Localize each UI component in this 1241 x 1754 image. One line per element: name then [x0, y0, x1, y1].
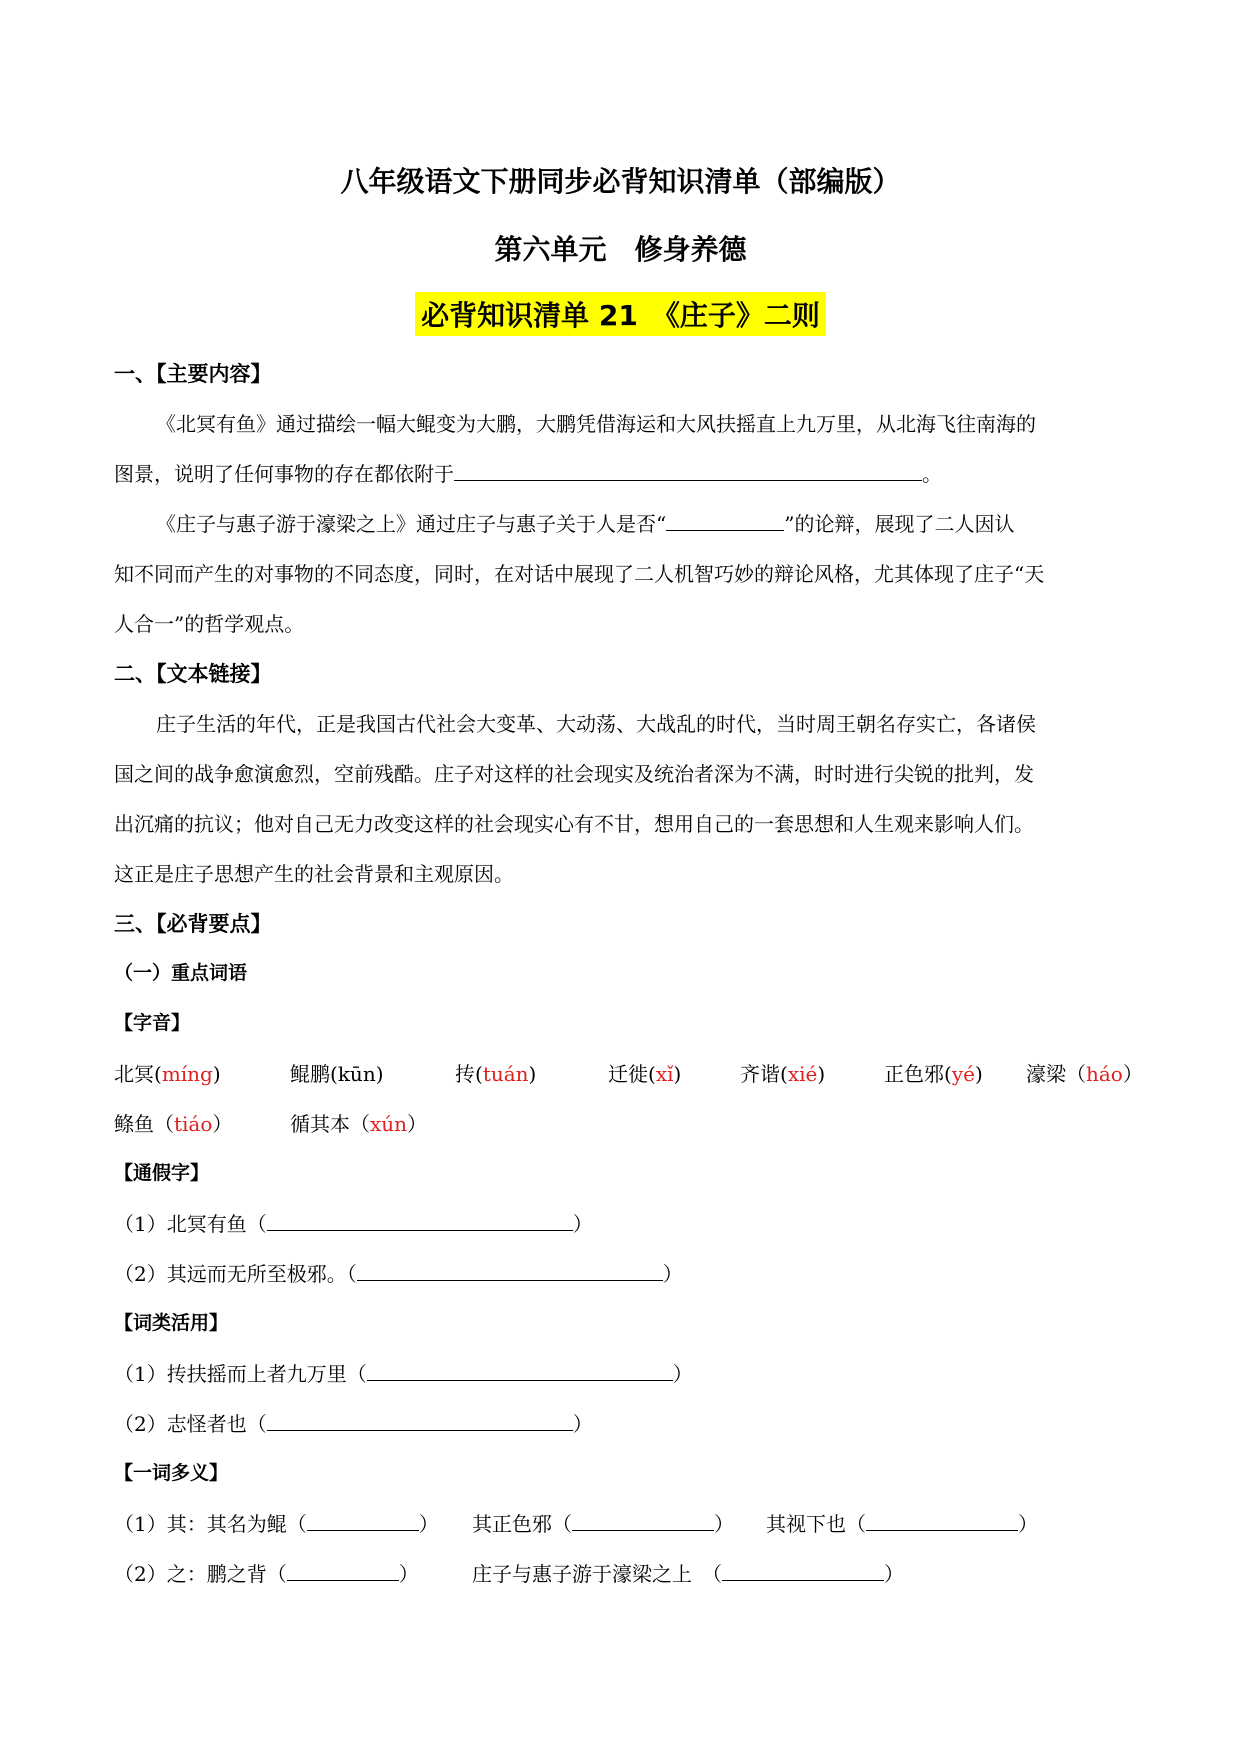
pron-close: ): [817, 1062, 826, 1086]
lesson-title-wrap: [0, 292, 1241, 336]
pinyin: háo: [1086, 1062, 1123, 1086]
answer-blank[interactable]: [357, 1260, 663, 1281]
para2-line1-text-b: ”的论辩，展现了二人因认: [784, 512, 1015, 536]
close-paren: ）: [714, 1512, 734, 1536]
pron-item: [455, 1058, 536, 1087]
pron-close: ): [673, 1062, 682, 1086]
duoyi-item-1a: [114, 1508, 439, 1537]
duoyi-item-2b: [472, 1558, 904, 1587]
pron-item: [884, 1058, 983, 1087]
tongjia-item-1: [114, 1208, 593, 1237]
context-line1: 庄子生活的年代，正是我国古代社会大变革、大动荡、大战乱的时代，当时周王朝名存实亡，各诸侯: [156, 712, 1036, 736]
pron-item: [1026, 1058, 1143, 1087]
cilei-prompt: （1）抟扶摇而上者九万里（: [114, 1362, 367, 1386]
pron-word: 齐谐(: [740, 1062, 788, 1086]
cilei-item-1: [114, 1358, 693, 1387]
duoyi-item-1c: [766, 1508, 1038, 1537]
cilei-prompt: （2）志怪者也（: [114, 1412, 267, 1436]
pron-item: [290, 1058, 384, 1087]
tongjia-prompt: （1）北冥有鱼（: [114, 1212, 267, 1236]
para1-line1: 《北冥有鱼》通过描绘一幅大鲲变为大鹏，大鹏凭借海运和大风扶摇直上九万里，从北海飞往南海的: [156, 412, 1036, 436]
tongjia-prompt: （2）其远而无所至极邪。（: [114, 1262, 357, 1286]
close-paren: ）: [398, 1562, 419, 1586]
para2-line1-text-a: 《庄子与惠子游于濠梁之上》通过庄子与惠子关于人是否“: [156, 512, 667, 536]
pron-close: ): [528, 1062, 537, 1086]
subheading-word-class: 【词类活用】: [114, 1312, 229, 1334]
close-paren: ）: [662, 1262, 683, 1286]
pron-item: [290, 1108, 427, 1137]
context-line3: 出沉痛的抗议；他对自己无力改变这样的社会现实心有不甘，想用自己的一套思想和人生观来影响人们。: [114, 812, 1034, 836]
section-heading-text-link: 二、【文本链接】: [114, 662, 272, 686]
lesson-title: 必背知识清单 21 《庄子》二则: [415, 292, 826, 336]
pron-word: 迁徙(: [608, 1062, 656, 1086]
pinyin: xǐ: [655, 1062, 674, 1086]
close-paren: ）: [418, 1512, 439, 1536]
pron-close: ）: [212, 1112, 233, 1136]
para2-line1: [156, 508, 1014, 537]
para1-line2-text: 图景，说明了任何事物的存在都依附于: [114, 462, 454, 486]
para1-end-mark: 。: [922, 462, 942, 486]
pron-item: [114, 1058, 221, 1087]
para2-line3: 人合一”的哲学观点。: [114, 612, 305, 636]
answer-blank[interactable]: [572, 1510, 714, 1531]
answer-blank[interactable]: [267, 1210, 573, 1231]
pinyin: xún: [370, 1112, 408, 1136]
duoyi-prompt: 庄子与惠子游于濠梁之上 （: [472, 1562, 722, 1586]
pron-close: ): [974, 1062, 983, 1086]
answer-blank[interactable]: [267, 1410, 573, 1431]
subheading-pronunciation: 【字音】: [114, 1012, 191, 1034]
para1-line2: [114, 458, 942, 487]
close-paren: ）: [672, 1362, 693, 1386]
close-paren: ）: [884, 1562, 904, 1586]
duoyi-prompt: 其视下也（: [766, 1512, 866, 1536]
cilei-item-2: [114, 1408, 593, 1437]
para2-line2: 知不同而产生的对事物的不同态度，同时，在对话中展现了二人机智巧妙的辩论风格，尤其体现了庄子“天: [114, 562, 1045, 586]
context-line2: 国之间的战争愈演愈烈，空前残酷。庄子对这样的社会现实及统治者深为不满，时时进行尖锐的批判，发: [114, 762, 1034, 786]
duoyi-prompt: （2）之：鹏之背（: [114, 1562, 287, 1586]
pinyin: xié: [787, 1062, 818, 1086]
pron-close: ）: [407, 1112, 428, 1136]
pinyin: tuán: [482, 1062, 529, 1086]
subheading-key-words: （一）重点词语: [114, 962, 248, 984]
answer-blank[interactable]: [367, 1360, 673, 1381]
blank-fill-2[interactable]: [666, 510, 784, 531]
tongjia-item-2: [114, 1258, 683, 1287]
close-paren: ）: [572, 1212, 593, 1236]
pron-word: 正色邪(: [884, 1062, 952, 1086]
pron-item: [740, 1058, 825, 1087]
answer-blank[interactable]: [866, 1510, 1018, 1531]
pron-close: ): [212, 1062, 221, 1086]
answer-blank[interactable]: [287, 1560, 399, 1581]
pron-word: 鲲鹏(: [290, 1062, 338, 1086]
unit-title: 第六单元 修身养德: [494, 233, 747, 266]
blank-fill-1[interactable]: [454, 460, 922, 481]
pron-word: 北冥(: [114, 1062, 162, 1086]
duoyi-prompt: （1）其：其名为鲲（: [114, 1512, 307, 1536]
section-heading-key-points: 三、【必背要点】: [114, 912, 272, 936]
answer-blank[interactable]: [722, 1560, 884, 1581]
pinyin: kūn: [337, 1062, 376, 1086]
pron-item: [608, 1058, 681, 1087]
section-heading-main-content: 一、【主要内容】: [114, 362, 272, 386]
close-paren: ）: [572, 1412, 593, 1436]
duoyi-item-1b: [472, 1508, 734, 1537]
pron-word: 濠梁（: [1026, 1062, 1086, 1086]
close-paren: ）: [1018, 1512, 1038, 1536]
pron-close: ): [375, 1062, 384, 1086]
duoyi-prompt: 其正色邪（: [472, 1512, 572, 1536]
answer-blank[interactable]: [307, 1510, 419, 1531]
duoyi-item-2a: [114, 1558, 419, 1587]
pron-item: [114, 1108, 232, 1137]
pinyin: yé: [951, 1062, 975, 1086]
pinyin: tiáo: [174, 1112, 213, 1136]
pron-close: ）: [1122, 1062, 1143, 1086]
document-title: 八年级语文下册同步必背知识清单（部编版）: [340, 165, 901, 198]
subheading-tongjia: 【通假字】: [114, 1162, 210, 1184]
pinyin: míng: [161, 1062, 213, 1086]
context-line4: 这正是庄子思想产生的社会背景和主观原因。: [114, 862, 514, 886]
subheading-polysemy: 【一词多义】: [114, 1462, 229, 1484]
pron-word: 抟(: [455, 1062, 483, 1086]
pron-word: 鲦鱼（: [114, 1112, 174, 1136]
pron-word: 循其本（: [290, 1112, 370, 1136]
